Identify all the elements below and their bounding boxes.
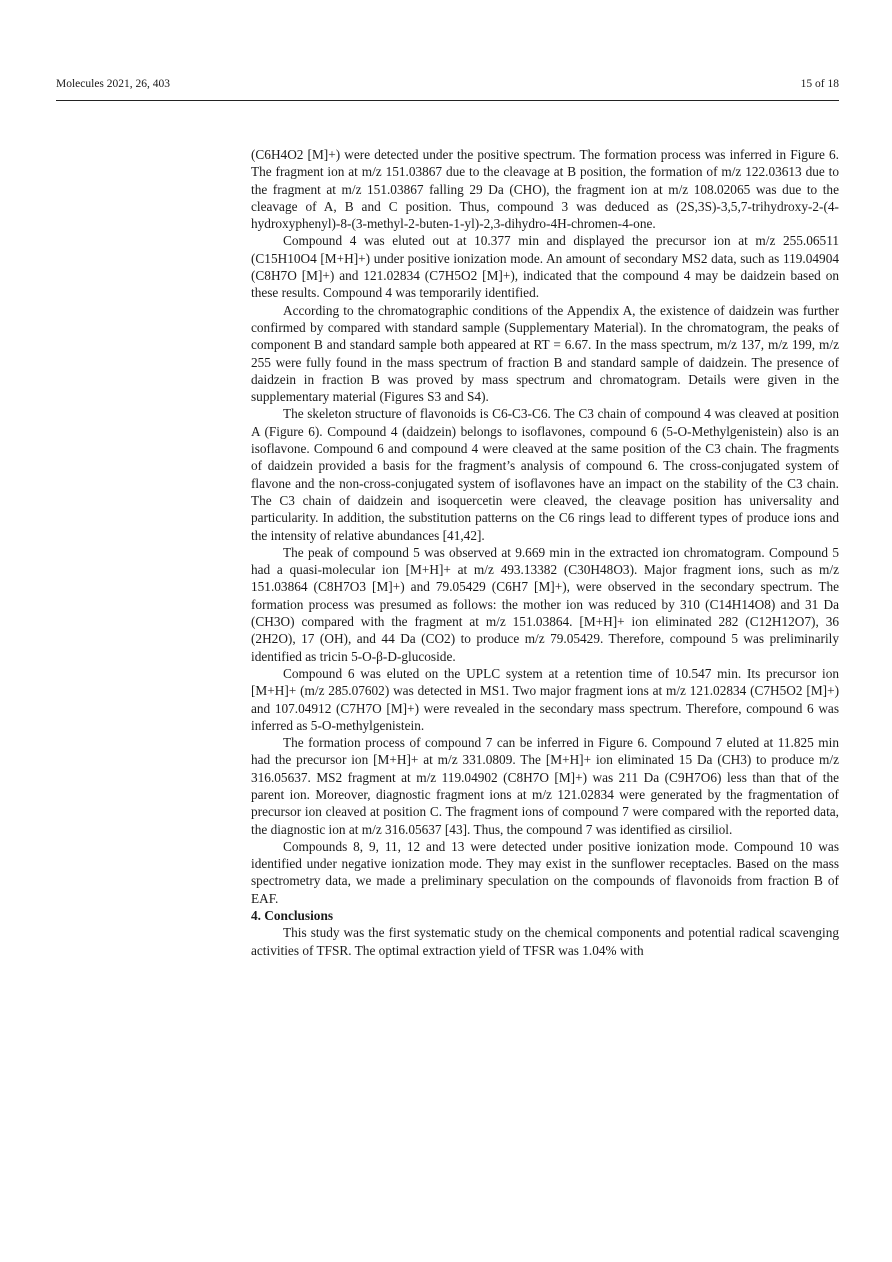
journal-citation: Molecules 2021, 26, 403 xyxy=(56,78,171,90)
header-rule xyxy=(56,100,839,101)
paragraph-6: Compound 6 was eluted on the UPLC system at a retention time of 10.547 min. Its precursor ion [M+H]+ (m/z 285.07602) was detected in MS1. Two major fragment ions at m/z 121.02834 (C7H5O2 [M]+) and 107.04912 (C7H7O [M]+) were revealed in the secondary mass spectrum. Therefore, compound 6 was inferred as 5-O-methylgenistein. xyxy=(251,665,839,733)
paragraph-3: According to the chromatographic conditions of the Appendix A, the existence of daidzein was further confirmed by compared with standard sample (Supplementary Material). In the chromatogram, the peaks of component B and standard sample both appeared at RT = 6.67. In the mass spectrum, m/z 137, m/z 199, m/z 255 were fully found in the mass spectrum of fraction B and standard sample of daidzein. The presence of daidzein in fraction B was proved by mass spectrum and chromatogram. Details were given in the supplementary material (Figures S3 and S4). xyxy=(251,302,839,405)
running-header xyxy=(56,78,839,96)
paragraph-1: (C6H4O2 [M]+) were detected under the positive spectrum. The formation process was inferred in Figure 6. The fragment ion at m/z 151.03867 due to the cleavage at B position, the formation of m/z 122.03613 due to the fragment at m/z 151.03867 falling 29 Da (CHO), the fragment ion at m/z 108.02065 was due to the cleavage of A, B and C position. Thus, compound 3 was deduced as (2S,3S)-3,5,7-trihydroxy-2-(4-hydroxyphenyl)-8-(3-methyl-2-buten-1-yl)-2,3-dihydro-4H-chromen-4-one. xyxy=(251,147,839,232)
section-heading: 4. Conclusions xyxy=(251,908,334,924)
conclusion-paragraph: This study was the first systematic study on the chemical components and potential radical scavenging activities of TFSR. The optimal extraction yield of TFSR was 1.04% with xyxy=(251,925,839,958)
paragraph-8: Compounds 8, 9, 11, 12 and 13 were detected under positive ionization mode. Compound 10 was identified under negative ionization mode. They may exist in the sunflower receptacles. Based on the mass spectrometry data, we made a preliminary speculation on the compounds of flavonoids from fraction B of EAF. xyxy=(251,838,839,906)
paragraph-5: The peak of compound 5 was observed at 9.669 min in the extracted ion chromatogram. Compound 5 had a quasi-molecular ion [M+H]+ at m/z 493.13382 (C30H48O3). Major fragment ions, such as m/z 151.03864 (C8H7O3 [M]+) and 79.05429 (C6H7 [M]+), were observed in the secondary spectrum. The formation process was presumed as follows: the mother ion was reduced by 310 (C14H14O8) and 31 Da (CH3O) compared with the fragment at m/z 151.03864. [M+H]+ ion eliminated 282 (C12H12O7), 36 (2H2O), 17 (OH), and 44 Da (CO2) to produce m/z 79.05429. Therefore, compound 5 was preliminarily identified as tricin 5-O-β-D-glucoside. xyxy=(251,544,839,664)
body-text xyxy=(251,146,839,959)
paragraph-4: The skeleton structure of flavonoids is C6-C3-C6. The C3 chain of compound 4 was cleaved at position A (Figure 6). Compound 4 (daidzein) belongs to isoflavones, compound 6 (5-O-Methylgenistein) also is an isoflavone. Compound 6 and compound 4 were cleaved at the same position of the C3 chain. The fragments of daidzein provided a basis for the fragment’s analysis of compound 6. The cross-conjugated system of flavone and the non-cross-conjugated system of isoflavones have an impact on the stability of the C3 chain. The C3 chain of daidzein and isoquercetin were cleaved, the cleavage position has universality and particularity. In addition, the substitution patterns on the C6 rings lead to different types of produce ions and the intensity of relative abundances [41,42]. xyxy=(251,406,839,543)
paragraph-2: Compound 4 was eluted out at 10.377 min and displayed the precursor ion at m/z 255.06511 (C15H10O4 [M+H]+) under positive ionization mode. An amount of secondary MS2 data, such as 119.04904 (C8H7O [M]+) and 121.02834 (C7H5O2 [M]+), indicated that the compound 4 may be daidzein based on these results. Compound 4 was temporarily identified. xyxy=(251,233,839,301)
paragraph-7: The formation process of compound 7 can be inferred in Figure 6. Compound 7 eluted at 11.825 min had the precursor ion [M+H]+ at m/z 331.0809. The [M+H]+ ion eliminated 15 Da (CH3) to produce m/z 316.05637. MS2 fragment at m/z 119.04902 (C8H7O [M]+) was 211 Da (C9H7O6) less than that of the parent ion. Moreover, diagnostic fragment ions at m/z 121.02834 were generated by the fragmentation of precursor ion cleaved at position C. The fragment ions of compound 7 were compared with the reported data, the diagnostic ion at m/z 316.05637 [43]. Thus, the compound 7 was identified as cirsiliol. xyxy=(251,735,839,837)
page-number: 15 of 18 xyxy=(800,78,839,90)
